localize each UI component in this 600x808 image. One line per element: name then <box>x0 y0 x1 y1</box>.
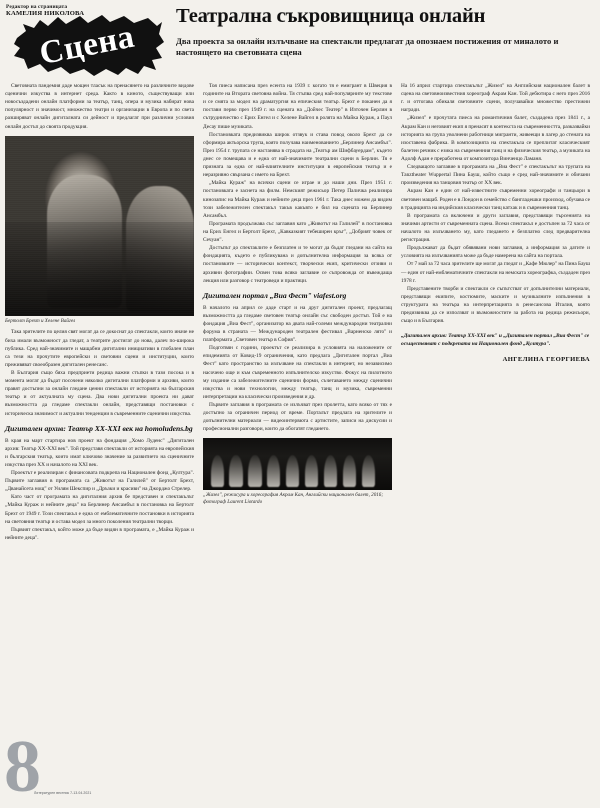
paragraph: Проектът е реализиран с финансовата подкрепа на Национален фонд „Култура". Първите заглавия в програмата са „Животът на Галилей" от Бертолт Брехт, „Дванайсета нощ" от Уилям Шекспир и „Дръзки и красиви" на Джорджо Стрелер. <box>5 470 194 493</box>
masthead <box>0 0 600 80</box>
paragraph: Като част от програмата на дигиталния архив бе представен и спектакълът „Майка Кураж и нейните деца" на Берлинер Ансамбъл в постановка на Бертолт Брехт от 1949 г. Този спектакъл е една от емблематичните постановки в историята на световния театър и остава модел за много поколения театрални творци. <box>5 494 194 525</box>
photo-caption: Бертолт Брехт и Хелене Вайгел <box>5 317 76 324</box>
paragraph: Първият спектакъл, който може да бъде видян в програмата, е „Майка Кураж и нейните деца". <box>5 526 194 541</box>
paragraph: Тоя пиеса написана през есента на 1939 г. когато тя е емигрант в Швеция в годините на Втората световна война. Тя стъпва сред най-популярните му текстове и се смята за модел на драматургия на епическия театър. Брехт е поканен да я постави первo през 1949 г. на сцената на „Дойчес Театер" в Източен Берлин в сътрудничество с Ерих Енгел и с Хелене Вайгел в ролята на Майка Кураж, а Паул Десау пише музиката. <box>203 83 392 130</box>
photo-grain <box>5 136 194 316</box>
paragraph: В началото на април се даде старт и на друг дигитален проект, предлагащ възможността да гледаме световен театър онлайн със свободен достъп. Той е на фондация „Виа Фест", организатор на двата най-големи международни театрални форума в страната — Международен театрален фестивал „Варненско лято" и платформата „Световен театър в София". <box>203 304 392 344</box>
paragraph: Достъпът до спектаклите е безплатен и те могат да бъдат гледани на сайта на фондацията, където е публикувана и допълнителна информация за всяка от постановките — исторически контекст, творчески екип, критически отзиви и архивни фотографии. Освен това всяко заглавие се съпровожда от въвеждаща лекция или разговор с театроведи и практици. <box>203 245 392 284</box>
page-number: 8 <box>4 726 39 808</box>
paragraph: Подготвян с години, проектът се реализира в условията на наложените от епидемията от Ковид-19 ограничения, като предлага „Дигитален портал „Виа Фест" като пространство за излъчване на спектакли в интернет, но независимо насочено още и към съвременното изпълнителско изкуство. Фокус на пилотното му издание са забележителните сценични форми, съчетаването между сценични изкуства и нови технологии, между театър, танц и музика, съвременни интерпретации на класически произведения и др. <box>203 345 392 400</box>
paragraph: В програмата са включени и други заглавия, представящи търсенията на значими артисти от съвременната сцена. Всеки спектакъл е достъпен за 72 часа от началото на излъчването му, като гледането е безплатно след предварителна регистрация. <box>401 212 590 244</box>
paragraph: „Жизел" е прочутата пиеса на романтичния балет, създадена през 1841 г., а Акрам Кан и неговият екип я пренасят в контекста на съвременността, разказвайки историята на група уволнени работници мигранти, живеещи в лагер до стената на изоставена фабрика. В композицията на спектакъла се преплитат класическият балетен речник с езика на съвременния танц и на физическия театър, а музиката на Адолф Адан е преработена от композитора Винченцо Ламаня. <box>401 115 590 162</box>
column-2 <box>203 82 392 510</box>
photo-giselle <box>203 438 392 490</box>
paragraph: Програмата продължава със заглавия като „Животът на Галилей" в постановка на Ерих Енгел и Бертолт Брехт, „Кавказкият тебеширен кръг", „Добрият човек от Сечуан". <box>203 220 392 244</box>
imprint-line: Литературен вестник 7-13.04.2021 <box>34 791 92 795</box>
paragraph: Световната пандемия даде мощен тласък на пренасянето на различните видове сценични изкуства в интернет среда. Както в киното, съществуващи или новосъздадени онлайн платформи за театър, танц, опера и музика набират нова популярност и значимост, множество театри и организации в Европа и по света разширяват онлайн дигиталната си дейност и предлагат при различни условия онлайн достъп до своята продукция. <box>5 83 194 130</box>
article-columns <box>5 82 597 782</box>
photo-caption: „Жизел", режисура и хореография Акрам Кан, Английски национален балет, 2016; фотограф Laurent Liotardo <box>203 492 384 506</box>
editor-credit-label: Редактор на страницата <box>6 4 68 10</box>
paragraph: „Майка Кураж" на всички сцени се играе и до наши дни. През 1951 г. постановката е заснета на филм. Немският режисьор Петер Паличка реализира кинозапис на Майка Кураж и нейните деца през 1961 г. Така днес можем да видим този забележителен спектакъл такъв какъвто е бил на сцената на Берлинер Ансамбъл. <box>203 180 392 219</box>
paragraph: Така зрителите по целия свят могат да се докоснат до спектакли, които иначе не биха имали възможност да гледат, а театрите достигат до нова, далеч по-широка публика. Сред най-значимите и мащабни дигитални инициативи в глобален план са тези на прочутите европейски и световни сцени и институции, които преживяват своеобразен дигитален ренесанс. <box>5 329 194 368</box>
paragraph: От 7 май за 72 часа зрителите ще могат да гледат и „Кафе Мюлер" на Пина Бауш — един от най-емблематичните спектакли на немската хореографка, създаден през 1978 г. <box>401 261 590 284</box>
photo-brecht-weigel <box>5 136 194 316</box>
headline-block <box>176 6 596 58</box>
photo-dancers <box>203 438 392 490</box>
editor-credit-name: КАМЕЛИЯ НИКОЛОВА <box>6 10 85 18</box>
section-heading-viafest: Дигитален портал „Виа Фест" viafest.org <box>203 290 347 300</box>
paragraph: Продължават да бъдат обявявани нови заглавия, а информация за датите и условията на излъчванията може да бъде намерена на сайта на портала. <box>401 245 590 260</box>
section-logo <box>14 14 164 76</box>
paragraph: Първите заглавия в програмата се излъчват през пролетта, като всяко от тях е достъпно за ограничен период от време. Порталът предлага на зрителите и допълнителни материали — видеоинтервюта с артистите, записи на дискусии и професионални разговори, които да обогатят гледането. <box>203 402 392 433</box>
closing-note: „Дигитален архив: Театър XX-XXI век" и „Дигитален портал „Виа Фест" се осъществяват с подкрепата на Национален фонд „Култура". <box>401 333 590 347</box>
paragraph: На 16 април стартира спектакълът „Жизел" на Английския национален балет в сцена на световноизвестния хореограф Акрам Кан. Той дебютира с него през 2016 г. и оттогава обикаля световните сцени, получавайки множество престижни награди. <box>401 83 590 114</box>
article-byline: АНГЕЛИНА ГЕОРГИЕВА <box>502 355 590 363</box>
column-3 <box>401 82 590 363</box>
paragraph: Постановката предизвиква широк отзвук и става повод около Брехт да се сформира актьорска трупа, която получава наименованието „Берлинер Ансамбъл". През 1954 г. трупата се настанява в сградата на „Театър ам Шифбауердам", където днес се помещава и е една от най-значимите театрални сцени в Берлин. Тя е призната за една от най-влиятелните институции в европейския театър и е неразривно свързана с името на Брехт. <box>203 131 392 179</box>
section-heading-digital-archive: Дигитален архив: Театър XX-XXI век на homoludens.bg <box>5 423 193 433</box>
paragraph: Акрам Кан е един от най-известните съвременни хореографи и танцьори в световен мащаб. Роден е в Лондон в семейство с бангладешки произход, обучава се в традицията на индийския класически танц катхак и в съвременния танц. <box>401 188 590 211</box>
page-subtitle: Два проекта за онлайн излъчване на спектакли предлагат да опознаем постижения от миналото и настоящето на световната сцена <box>176 35 559 57</box>
column-1 <box>5 82 194 542</box>
paragraph: Следващото заглавие в програмата на „Виа Фест" е спектакълът на трупата на Тanztheater Wuppertal Пина Бауш, който също е сред най-значимите и обичани произведения на танцовия театър от XX век. <box>401 164 590 187</box>
paragraph: В България също бяха предприети редица важни стъпки в тази посока и в момента могат да бъдат посочени няколко дигитални платформи и архиви, които правят достъпни за онлайн гледане ценни спектакли от историята на българския театър и от актуалната му сцена. Два нови дигитални проекта ни дават възможността да гледаме спектакли онлайн, представящи постановки с историческа значимост и актуални тенденции в съвременните сценични изкуства. <box>5 369 194 417</box>
paragraph: В края на март стартира нов проект на фондация „Хомо Луденс" „Дигитален архив: Театър XX-XXI век". Той представя спектакли от историята на европейския и българския театър, които имат ключово значение за развитието на сценичните изкуства през XX и началото на XXI век. <box>5 437 194 468</box>
paragraph: Представените творби и спектакли се съпътстват от допълнителни материали, представящи екипите, костюмите, маските и музикалните изпълнения в структурата на театъра на интерпретацията в ренесансова Италия, която предизвиква да се използват и възможностите за работа на редица режисьори, също и в България. <box>401 285 590 325</box>
page-title: Театрална съкровищница онлайн <box>176 5 486 27</box>
section-logo-text: Сцена <box>36 18 138 72</box>
